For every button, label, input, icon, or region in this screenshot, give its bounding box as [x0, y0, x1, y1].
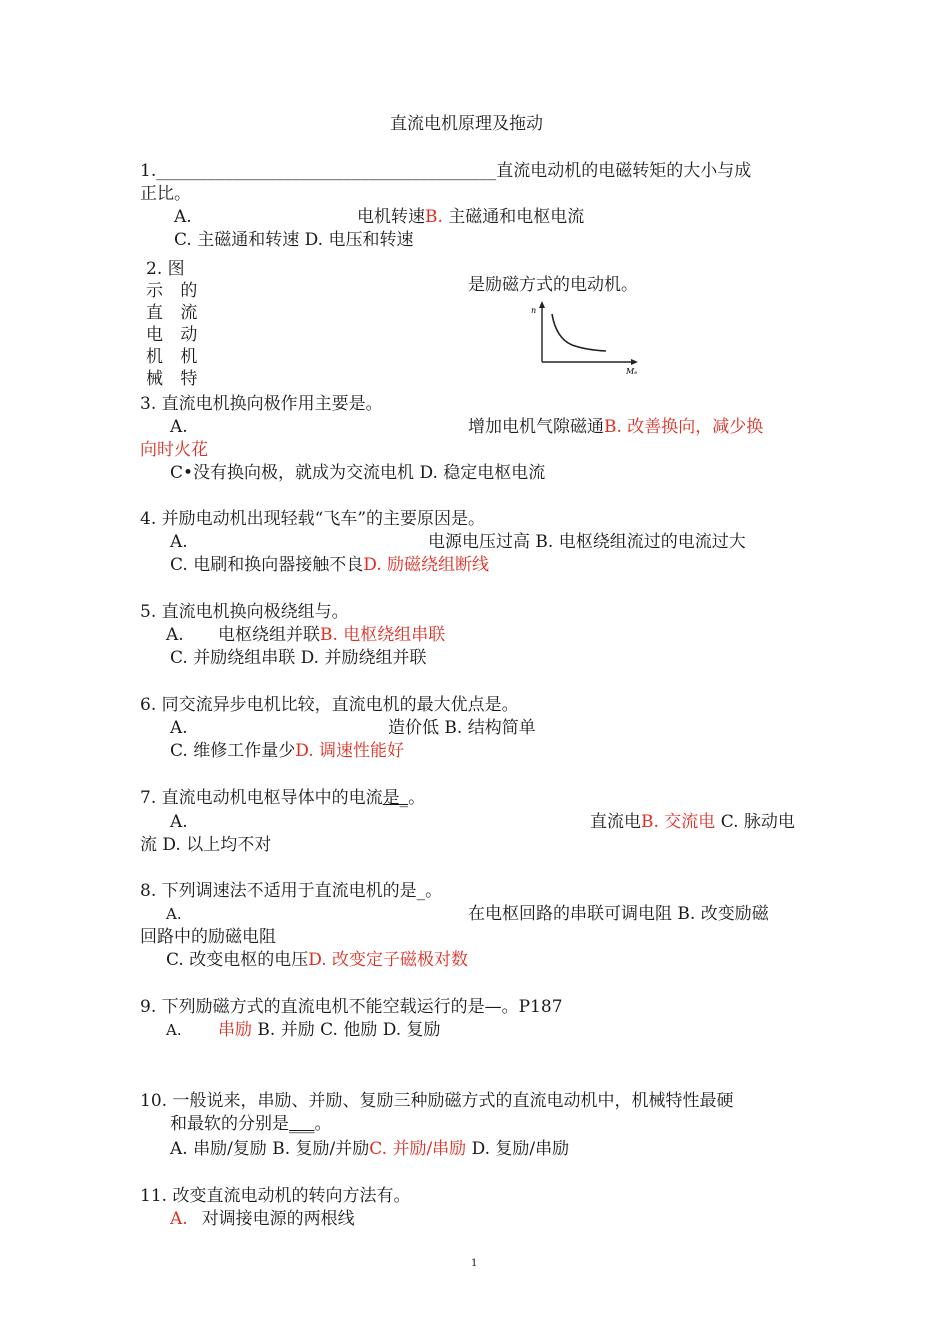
question-11-stem: 11. 改变直流电动机的转向方法有。	[140, 1186, 411, 1206]
curve-x-arrow	[631, 359, 638, 365]
question-1-options-ab: 电机转速B. 主磁通和电枢电流	[357, 207, 585, 227]
curve-line	[552, 314, 606, 351]
question-10-options: A. 串励/复励 B. 复励/并励C. 并励/串励 D. 复励/串励	[170, 1139, 570, 1159]
question-5-stem: 5. 直流电机换向极绕组与。	[140, 602, 349, 622]
question-1-stem-line2: 正比。	[140, 184, 191, 204]
question-2-stem-right: 是励磁方式的电动机。	[468, 275, 638, 295]
curve-x-label: Mₑ	[626, 367, 638, 376]
question-6-stem: 6. 同交流异步电机比较，直流电机的最大优点是。	[140, 695, 519, 715]
question-8-options-cd: C. 改变电枢的电压D. 改变定子磁极对数	[166, 950, 469, 970]
question-7-options-line2: 流 D. 以上均不对	[140, 835, 272, 855]
question-5-options-ab: 电枢绕组并联B. 电枢绕组串联	[218, 625, 446, 645]
question-9-stem: 9. 下列励磁方式的直流电机不能空载运行的是—。P187	[140, 997, 563, 1017]
mechanical-characteristic-curve	[522, 300, 644, 378]
question-6-option-a-label: A.	[170, 718, 188, 738]
curve-y-label: n	[531, 306, 537, 315]
question-3-option-a-label: A.	[170, 417, 188, 437]
page-number: 1	[471, 1258, 478, 1269]
question-2-number: 2. 图	[146, 259, 185, 279]
question-8-stem: 8. 下列调速法不适用于直流电机的是_。	[140, 881, 443, 901]
question-6-options-ab: 造价低 B. 结构简单	[388, 718, 536, 738]
question-3-answer-line2: 向时火花	[140, 440, 208, 460]
question-3-options-ab: 增加电机气隙磁通B. 改善换向，减少换	[468, 417, 764, 437]
question-10-stem: 10. 一般说来，串励、并励、复励三种励磁方式的直流电动机中，机械特性最硬	[140, 1091, 734, 1111]
question-7-options-abc: 直流电B. 交流电 C. 脉动电	[590, 812, 795, 832]
question-3-stem: 3. 直流电机换向极作用主要是。	[140, 394, 383, 414]
question-1-options-cd: C. 主磁通和转速 D. 电压和转速	[174, 230, 414, 250]
question-4-options-ab: 电源电压过高 B. 电枢绕组流过的电流过大	[428, 532, 746, 552]
question-8-options-line2: 回路中的励磁电阻	[140, 927, 276, 947]
question-3-options-cd: C•没有换向极，就成为交流电机 D. 稳定电枢电流	[170, 463, 546, 483]
question-10-stem-line2: 和最软的分别是___。	[170, 1114, 332, 1134]
question-9-options: 串励 B. 并励 C. 他励 D. 复励	[218, 1020, 441, 1040]
question-4-option-a-label: A.	[170, 532, 188, 552]
question-8-option-a-label: A.	[166, 905, 182, 923]
question-7-stem: 7. 直流电动机电枢导体中的电流是_。	[140, 788, 426, 808]
page-title: 直流电机原理及拖动	[390, 114, 543, 134]
question-2-stem-column: 示 的 直 流 电 动 机 机 械 特	[146, 281, 204, 389]
question-5-option-a-label: A.	[166, 625, 184, 645]
question-4-options-cd: C. 电刷和换向器接触不良D. 励磁绕组断线	[170, 555, 490, 575]
question-5-options-cd: C. 并励绕组串联 D. 并励绕组并联	[170, 648, 427, 668]
question-11-option-a: A. 对调接电源的两根线	[170, 1209, 355, 1229]
question-1-stem: 1.________________________________________直流电动机的电磁转矩的大小与成	[140, 161, 752, 181]
question-4-stem: 4. 并励电动机出现轻载“飞车”的主要原因是。	[140, 509, 486, 529]
question-8-options-ab: 在电枢回路的串联可调电阻 B. 改变励磁	[468, 904, 769, 924]
question-9-option-a-label: A.	[166, 1021, 182, 1039]
curve-y-arrow	[539, 301, 545, 308]
question-6-options-cd: C. 维修工作量少D. 调速性能好	[170, 741, 405, 761]
question-1-option-a-label: A.	[174, 207, 192, 227]
question-7-option-a-label: A.	[170, 812, 188, 832]
